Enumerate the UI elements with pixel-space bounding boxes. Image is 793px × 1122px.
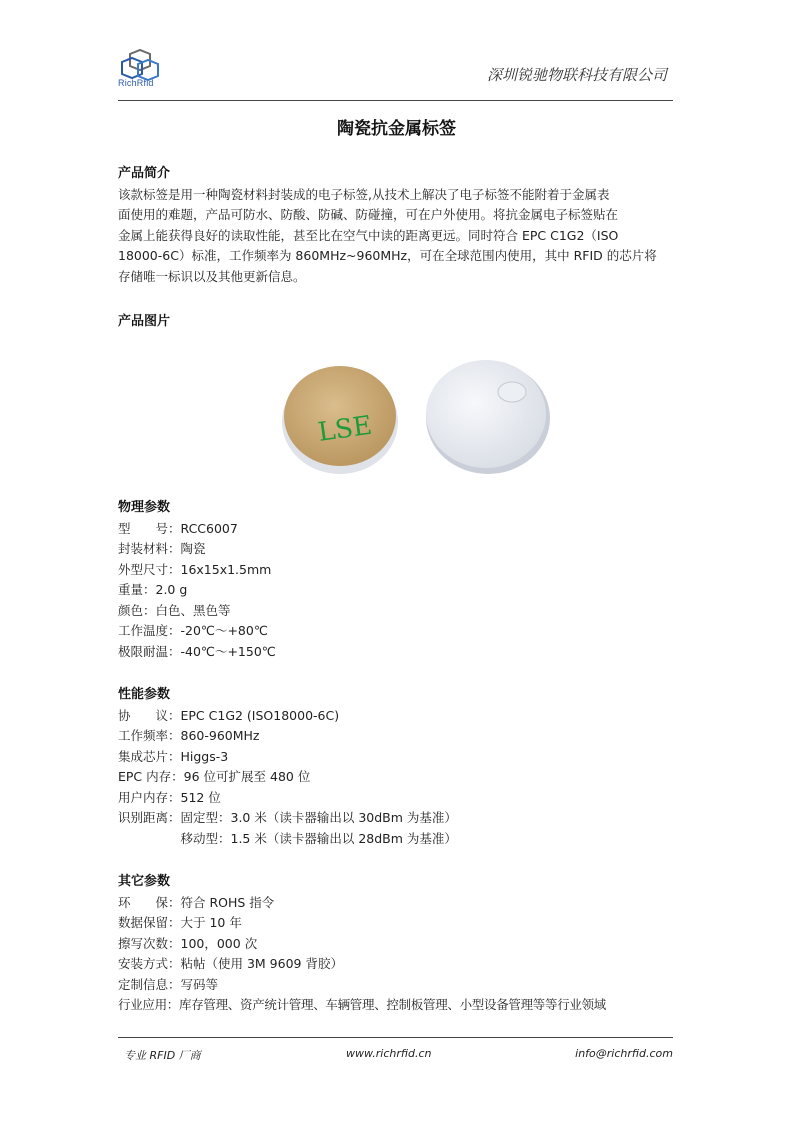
physical-row: 重量：2.0 g — [118, 582, 188, 597]
tag-label-text: LSE — [316, 410, 374, 448]
intro-line: 该款标签是用一种陶瓷材料封装成的电子标签,从技术上解决了电子标签不能附着于金属表 — [118, 186, 610, 202]
performance-row: 集成芯片：Higgs-3 — [118, 748, 229, 764]
other-row: 安装方式：粘帖（使用 3M 9609 背胶） — [118, 956, 343, 971]
logo-text: RichRfid — [118, 78, 154, 88]
company-name: 深圳锐驰物联科技有限公司 — [486, 66, 667, 84]
performance-row: 用户内存：512 位 — [118, 789, 221, 805]
performance-row: EPC 内存：96 位可扩展至 480 位 — [118, 769, 311, 784]
intro-line: 18000-6C）标准，工作频率为 860MHz~960MHz，可在全球范围内使用，其中 RFID 的芯片将 — [118, 248, 657, 263]
performance-row: 协 议：EPC C1G2 (ISO18000-6C) — [118, 707, 340, 723]
product-photos — [270, 350, 560, 480]
other-row: 数据保留：大于 10 年 — [118, 915, 242, 930]
other-heading: 其它参数 — [118, 874, 171, 889]
footer-website-link[interactable]: www.richrfid.cn — [346, 1047, 432, 1060]
other-row: 行业应用：库存管理、资产统计管理、车辆管理、控制板管理、小型设备管理等等行业领域 — [118, 997, 607, 1012]
footer-email-link[interactable]: info@richrfid.com — [575, 1047, 673, 1060]
performance-heading: 性能参数 — [118, 687, 171, 702]
intro-line: 面使用的难题，产品可防水、防酸、防碱、防碰撞，可在户外使用。将抗金属电子标签贴在 — [118, 207, 619, 222]
footer-tagline: 专业 RFID 厂商 — [124, 1049, 201, 1062]
other-row: 环 保：符合 ROHS 指令 — [118, 894, 275, 910]
page-title: 陶瓷抗金属标签 — [337, 119, 456, 139]
physical-row: 外型尺寸：16x15x1.5mm — [118, 561, 272, 577]
other-row: 定制信息：写码等 — [118, 976, 219, 992]
tag-back-photo — [282, 366, 398, 474]
pictures-section — [118, 312, 678, 333]
performance-row: 移动型：1.5 米（读卡器输出以 28dBm 为基准） — [118, 830, 457, 846]
physical-row: 封装材料：陶瓷 — [118, 541, 206, 556]
physical-row: 工作温度：-20℃～+80℃ — [118, 623, 268, 638]
physical-section — [118, 498, 678, 662]
performance-section — [118, 685, 678, 849]
intro-section — [118, 164, 678, 287]
physical-row: 颜色：白色、黑色等 — [118, 602, 231, 618]
performance-row: 工作频率：860-960MHz — [118, 728, 260, 743]
intro-line: 存储唯一标识以及其他更新信息。 — [118, 268, 306, 284]
other-section — [118, 872, 678, 1016]
physical-row: 型 号：RCC6007 — [118, 520, 238, 536]
physical-row: 极限耐温：-40℃～+150℃ — [118, 643, 276, 659]
intro-heading: 产品简介 — [118, 166, 171, 181]
pictures-heading: 产品图片 — [118, 314, 171, 329]
tag-front-photo — [426, 360, 550, 474]
physical-heading: 物理参数 — [118, 500, 171, 515]
performance-row: 识别距离：固定型：3.0 米（读卡器输出以 30dBm 为基准） — [118, 810, 457, 825]
header-divider — [118, 100, 673, 101]
intro-line: 金属上能获得良好的读取性能，甚至比在空气中读的距离更远。同时符合 EPC C1G2（ISO — [118, 227, 619, 243]
other-row: 擦写次数：100，000 次 — [118, 935, 258, 951]
footer-divider — [118, 1037, 673, 1038]
